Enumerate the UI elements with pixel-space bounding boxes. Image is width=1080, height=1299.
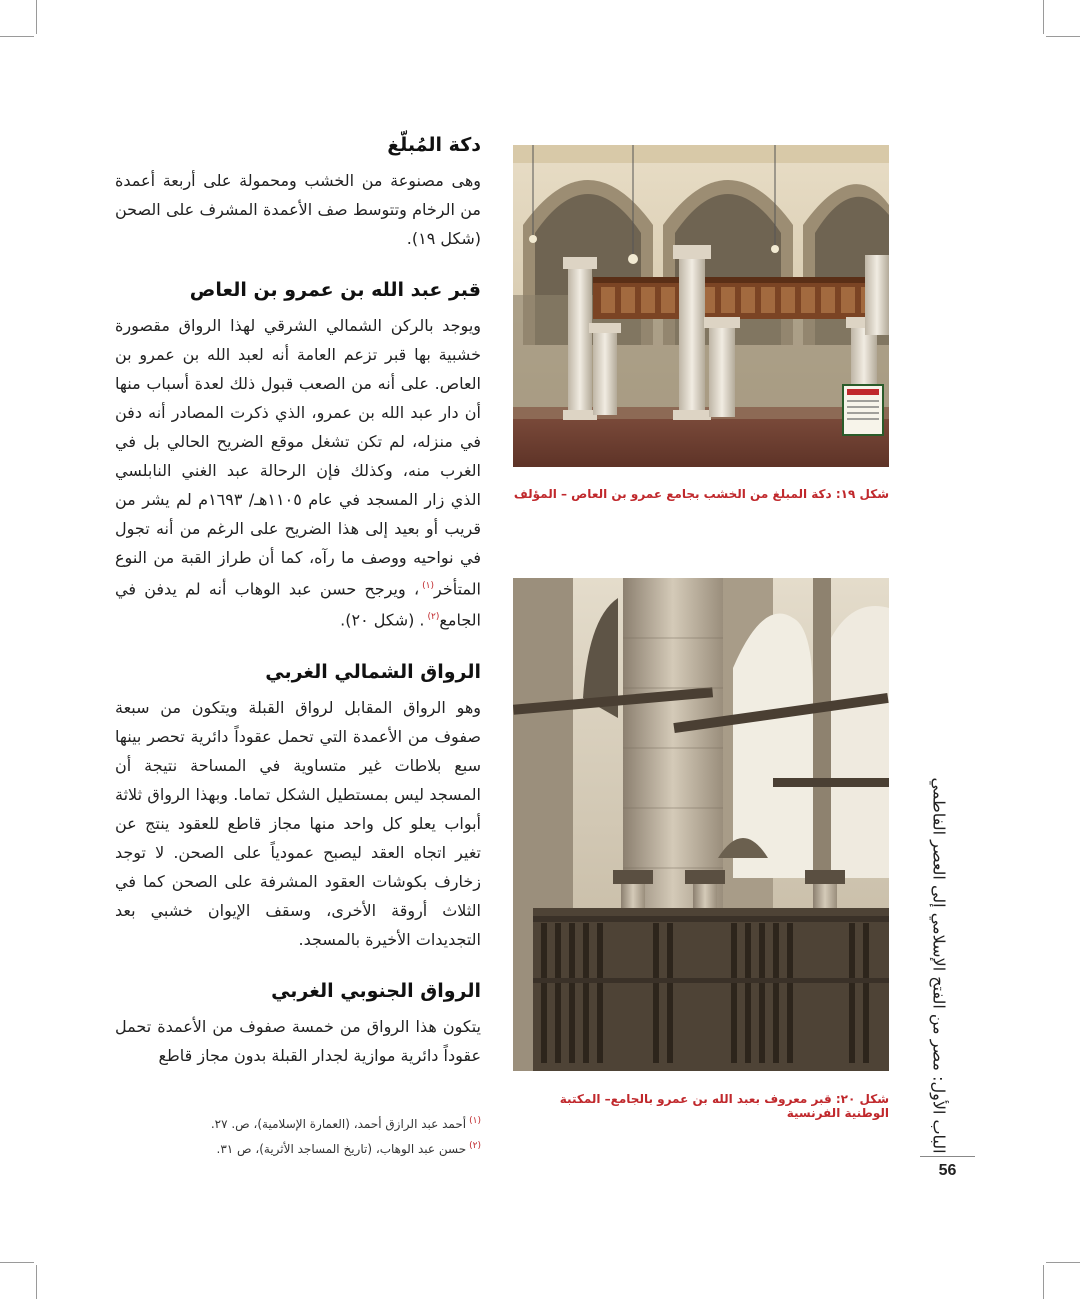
heading-qabr: قبر عبد الله بن عمرو بن العاص — [189, 279, 481, 301]
tomb-photo-illustration — [513, 578, 889, 1071]
paragraph-qabr-text: ويوجد بالركن الشمالي الشرقي لهذا الرواق مقصورة خشبية بها قبر تزعم العامة أنه لعبد الله بن عمرو بن العاص. على أنه من الصعب قبول ذلك لعدة أسباب منها أن دار عبد الله بن عمرو، الذي ذكرت المصادر أنه دفن في منزله، لم تكن تشغل موقع الضريح الحالي بل في الغرب منه، وكذلك فإن الرحالة عبد الغني النابلسي الذي زار المسجد في عام ١١٠٥هـ/ ١٦٩٣م لم يشر من قريب أو بعيد إلى هذا الضريح على الرغم من أنه تجول في نواحيه ووصف ما رآه، كما أن طراز القبة من النوع المتأخر — [115, 316, 482, 599]
paragraph-qabr-end: . (شكل ٢٠). — [340, 610, 425, 630]
footnote-ref-2[interactable]: (٢) — [427, 612, 440, 623]
paragraph-dakka: وهى مصنوعة من الخشب ومحمولة على أربعة أعمدة من الرخام وتتوسط صف الأعمدة المشرف على الصحن (شكل ١٩). — [115, 171, 481, 248]
crop-mark — [36, 1265, 37, 1299]
crop-mark — [0, 36, 34, 37]
crop-mark — [1043, 1265, 1044, 1299]
footnote-2-number: (٢) — [469, 1141, 481, 1151]
footnotes — [170, 1110, 481, 1160]
footnote-ref-1[interactable]: (١) — [422, 581, 434, 591]
figure-19-caption: شكل ١٩: دكة المبلغ من الخشب بجامع عمرو بن العاص – المؤلف — [513, 487, 889, 501]
footnote-1 — [170, 1110, 481, 1135]
paragraph-qabr — [115, 311, 481, 635]
page-number: 56 — [938, 1162, 957, 1179]
main-text-column — [115, 130, 481, 1070]
footnote-2-text: حسن عبد الوهاب، (تاريخ المساجد الأثرية)، ص ٣١. — [216, 1142, 467, 1156]
crop-mark — [0, 1262, 34, 1263]
crop-mark — [1046, 1262, 1080, 1263]
crop-mark — [1043, 0, 1044, 34]
heading-north-west-riwaq: الرواق الشمالي الغربي — [265, 660, 481, 683]
heading-south-west-riwaq: الرواق الجنوبي الغربي — [271, 979, 481, 1002]
figure-20-photo — [513, 578, 889, 1071]
running-title-text: الباب الأول: مصر من الفتح الإسلامي إلى العصر الفاطمي — [929, 776, 949, 1154]
footnote-1-text: أحمد عبد الرازق أحمد، (العمارة الإسلامية)، ص. ٢٧. — [210, 1117, 467, 1131]
figure-20-caption: شكل ٢٠: قبر معروف بعبد الله بن عمرو بالجامع– المكتبة الوطنية الفرنسية — [559, 1092, 889, 1120]
running-title — [917, 775, 961, 1155]
figure-19-photo — [513, 145, 889, 467]
page-number-rule — [920, 1156, 975, 1157]
footnote-1-number: (١) — [469, 1116, 481, 1126]
crop-mark — [1046, 36, 1080, 37]
heading-dakka: دكة المُبلّغ — [387, 134, 481, 156]
paragraph-north-west-riwaq: وهو الرواق المقابل لرواق القبلة ويتكون من سبعة صفوف من الأعمدة التي تحمل عقوداً دائرية تحصر بينها سبع بلاطات غير متساوية في المساحة نتيجة أن المسجد ليس بمستطيل الشكل تماما. وبهذا الرواق ثلاثة أبواب يعلو كل واحد منها مجاز قاطع للعقود ينتج عن تغير اتجاه العقد ليصبح عمودياً على الصحن. لا توجد زخارف بكوشات العقود المشرفة على الصحن كما في الثلاث أروقة الأخرى، وسقف الإيوان خشبي بعد التجديدات الأخيرة بالمسجد. — [115, 697, 481, 949]
footnote-2 — [170, 1135, 481, 1160]
paragraph-south-west-riwaq: يتكون هذا الرواق من خمسة صفوف من الأعمدة تحمل عقوداً دائرية موازية لجدار القبلة بدون مجاز قاطع — [115, 1016, 481, 1065]
crop-mark — [36, 0, 37, 34]
dikka-photo-illustration — [513, 145, 889, 467]
paragraph-qabr-mid: ، ويرجح حسن عبد الوهاب أنه لم يدفن في الجامع — [115, 579, 481, 630]
